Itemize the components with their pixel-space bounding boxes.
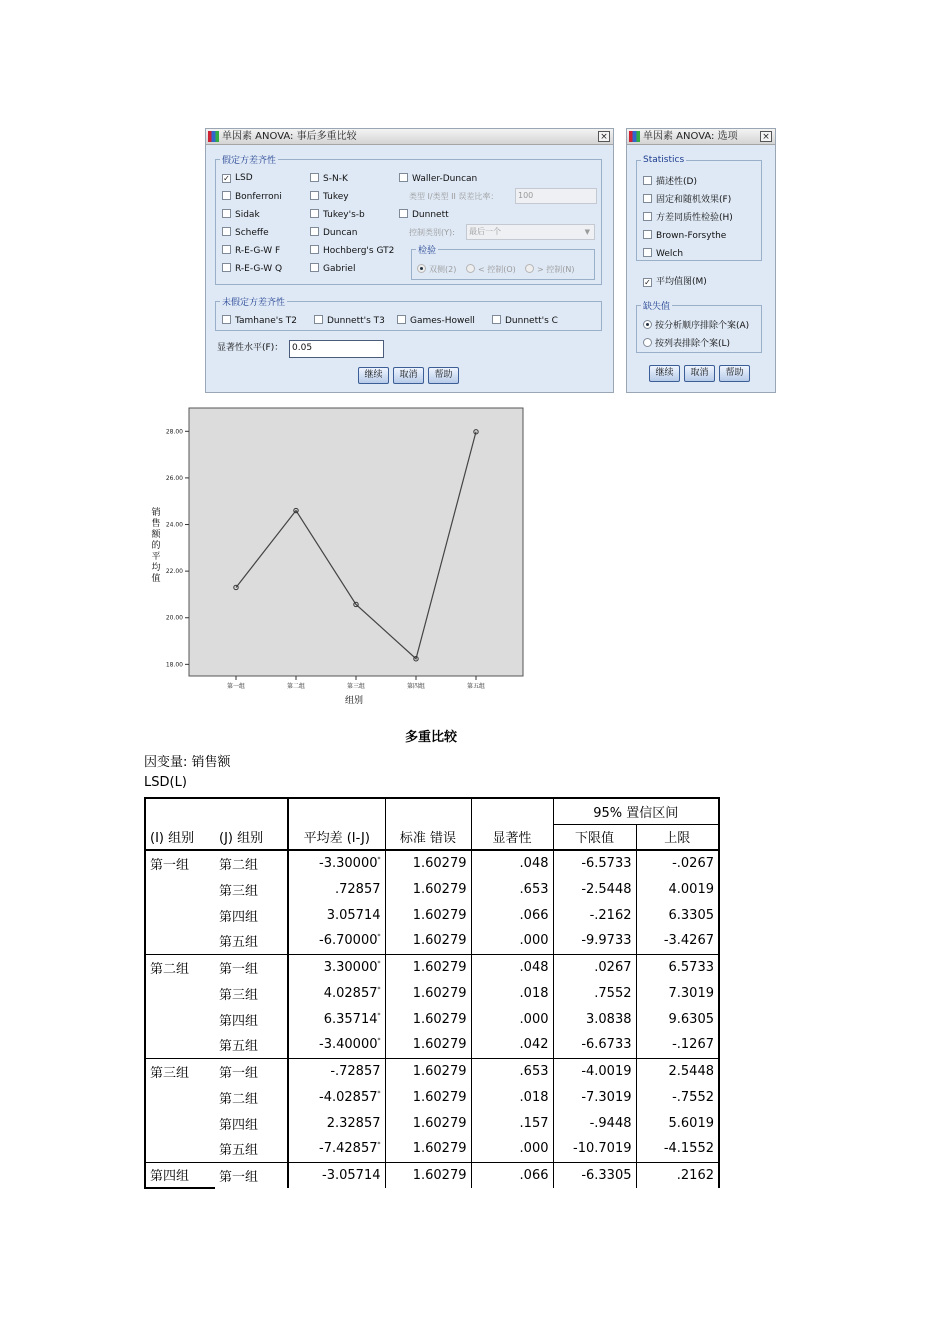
- row-upper-bound: 6.5733: [636, 954, 719, 980]
- row-std-error: 1.60279: [385, 1006, 471, 1032]
- checkmark-icon: ✓: [223, 174, 230, 183]
- control-category-label: 控制类别(Y):: [409, 228, 455, 237]
- significance-star: *: [377, 985, 381, 993]
- chevron-down-icon: ▼: [584, 228, 590, 236]
- row-upper-bound: -4.1552: [636, 1136, 719, 1162]
- header-blank: [385, 798, 471, 824]
- row-significance: .018: [471, 980, 553, 1006]
- table-row: [145, 1032, 719, 1058]
- missing-values-legend: 缺失值: [643, 302, 671, 312]
- row-i-group: 第三组: [145, 1058, 215, 1084]
- table-row: [145, 1162, 719, 1188]
- y-tick-label: 18.00: [165, 661, 183, 669]
- tukey-checkbox[interactable]: Tukey: [310, 191, 349, 203]
- test-less-control-radio[interactable]: < 控制(O): [466, 264, 516, 275]
- row-std-error: 1.60279: [385, 1136, 471, 1162]
- table-row: [145, 1084, 719, 1110]
- y-tick-label: 28.00: [165, 428, 183, 436]
- row-std-error: 1.60279: [385, 954, 471, 980]
- significance-star: *: [377, 1011, 381, 1019]
- row-significance: .042: [471, 1032, 553, 1058]
- row-mean-diff: -4.02857*: [288, 1084, 385, 1110]
- welch-checkbox[interactable]: Welch: [643, 248, 683, 260]
- header-std-error: 标准 错误: [385, 824, 471, 850]
- dunnett-checkbox[interactable]: Dunnett: [399, 209, 449, 221]
- row-i-group: 第一组: [145, 850, 215, 876]
- row-significance: .000: [471, 1006, 553, 1032]
- posthoc-dialog-title: 单因素 ANOVA: 事后多重比较: [222, 131, 357, 142]
- statistics-legend: Statistics: [643, 155, 685, 165]
- control-category-select[interactable]: 最后一个 ▼: [466, 224, 595, 240]
- row-std-error: 1.60279: [385, 1058, 471, 1084]
- header-row: [145, 824, 719, 850]
- row-lower-bound: 3.0838: [553, 1006, 636, 1032]
- row-j-group: 第五组: [215, 928, 288, 954]
- options-dialog-titlebar[interactable]: [627, 129, 775, 145]
- y-tick-label: 22.00: [165, 568, 183, 576]
- dunnett-t3-checkbox[interactable]: Dunnett's T3: [314, 315, 385, 327]
- significance-star: *: [377, 1089, 381, 1097]
- table-row: [145, 1110, 719, 1136]
- posthoc-dialog: [205, 128, 614, 393]
- table-row: [145, 902, 719, 928]
- row-i-group: [145, 902, 215, 928]
- row-significance: .000: [471, 1136, 553, 1162]
- row-upper-bound: -.0267: [636, 850, 719, 876]
- test-greater-control-radio[interactable]: > 控制(N): [525, 264, 574, 275]
- significance-star: *: [377, 1141, 381, 1149]
- row-upper-bound: -.7552: [636, 1084, 719, 1110]
- sig-level-label: 显著性水平(F)：: [217, 343, 284, 353]
- row-significance: .018: [471, 1084, 553, 1110]
- row-mean-diff: -.72857: [288, 1058, 385, 1084]
- exclude-listwise-radio[interactable]: 按列表排除个案(L): [643, 338, 730, 350]
- row-std-error: 1.60279: [385, 902, 471, 928]
- waller-duncan-checkbox[interactable]: Waller-Duncan: [399, 173, 477, 185]
- row-mean-diff: -3.05714: [288, 1162, 385, 1188]
- row-j-group: 第三组: [215, 876, 288, 902]
- row-upper-bound: .2162: [636, 1162, 719, 1188]
- row-lower-bound: .7552: [553, 980, 636, 1006]
- fixed-random-checkbox[interactable]: 固定和随机效果(F): [643, 194, 731, 206]
- row-j-group: 第一组: [215, 954, 288, 980]
- sidak-checkbox[interactable]: Sidak: [222, 209, 260, 221]
- row-std-error: 1.60279: [385, 1084, 471, 1110]
- row-j-group: 第四组: [215, 1110, 288, 1136]
- row-i-group: [145, 1136, 215, 1162]
- row-mean-diff: -3.30000*: [288, 850, 385, 876]
- row-mean-diff: -6.70000*: [288, 928, 385, 954]
- row-upper-bound: -3.4267: [636, 928, 719, 954]
- row-lower-bound: -.2162: [553, 902, 636, 928]
- row-i-group: 第四组: [145, 1162, 215, 1188]
- close-icon[interactable]: ×: [598, 131, 610, 142]
- row-lower-bound: -.9448: [553, 1110, 636, 1136]
- header-upper-bound: 上限: [636, 824, 719, 850]
- header-ci: 95% 置信区间: [553, 798, 719, 824]
- x-axis-label: 组别: [344, 696, 364, 706]
- y-axis-label: 销售额的平均值: [151, 508, 161, 584]
- test-two-sided-radio[interactable]: 双侧(2): [417, 264, 456, 275]
- table-row: [145, 980, 719, 1006]
- table-row: [145, 954, 719, 980]
- snk-checkbox[interactable]: S-N-K: [310, 173, 348, 185]
- significance-star: *: [377, 933, 381, 941]
- row-significance: .157: [471, 1110, 553, 1136]
- row-i-group: [145, 1084, 215, 1110]
- row-j-group: 第二组: [215, 1084, 288, 1110]
- row-j-group: 第三组: [215, 980, 288, 1006]
- header-lower-bound: 下限值: [553, 824, 636, 850]
- table-row: [145, 850, 719, 876]
- row-mean-diff: 4.02857*: [288, 980, 385, 1006]
- header-blank: [145, 798, 215, 824]
- row-lower-bound: -10.7019: [553, 1136, 636, 1162]
- comparison-method: LSD(L): [144, 775, 187, 790]
- means-plot-chart: [150, 405, 530, 707]
- row-std-error: 1.60279: [385, 876, 471, 902]
- row-significance: .653: [471, 1058, 553, 1084]
- row-i-group: [145, 876, 215, 902]
- row-i-group: [145, 1006, 215, 1032]
- checkmark-icon: ✓: [644, 278, 651, 287]
- y-tick-label: 26.00: [165, 474, 183, 482]
- tukeys-b-checkbox[interactable]: Tukey's-b: [310, 209, 365, 221]
- header-blank: [471, 798, 553, 824]
- table-row: [145, 1136, 719, 1162]
- row-std-error: 1.60279: [385, 850, 471, 876]
- row-mean-diff: .72857: [288, 876, 385, 902]
- row-i-group: [145, 1032, 215, 1058]
- table-row: [145, 876, 719, 902]
- descriptive-checkbox[interactable]: 描述性(D): [643, 176, 697, 188]
- y-tick-label: 24.00: [165, 521, 183, 529]
- row-i-group: 第二组: [145, 954, 215, 980]
- row-mean-diff: -7.42857*: [288, 1136, 385, 1162]
- row-j-group: 第二组: [215, 850, 288, 876]
- close-icon[interactable]: ×: [760, 131, 772, 142]
- row-mean-diff: 6.35714*: [288, 1006, 385, 1032]
- help-button[interactable]: 帮助: [428, 367, 459, 384]
- cancel-button[interactable]: 取消: [684, 365, 715, 382]
- row-lower-bound: -6.5733: [553, 850, 636, 876]
- error-ratio-label: 类型 I/类型 II 误差比率：: [409, 192, 499, 201]
- regwf-checkbox[interactable]: R-E-G-W F: [222, 245, 280, 257]
- significance-star: *: [377, 856, 381, 863]
- spss-app-icon: [629, 131, 640, 142]
- table-row: [145, 1006, 719, 1032]
- options-dialog: [626, 128, 776, 393]
- scheffe-checkbox[interactable]: Scheffe: [222, 227, 269, 239]
- row-j-group: 第四组: [215, 902, 288, 928]
- row-j-group: 第五组: [215, 1032, 288, 1058]
- row-j-group: 第五组: [215, 1136, 288, 1162]
- header-j-group: (J) 组别: [215, 824, 288, 850]
- dependent-variable: 因变量: 销售额: [144, 755, 231, 770]
- row-mean-diff: 2.32857: [288, 1110, 385, 1136]
- significance-star: *: [377, 959, 381, 967]
- duncan-checkbox[interactable]: Duncan: [310, 227, 358, 239]
- statistics-group: [636, 155, 762, 261]
- header-mean-diff: 平均差 (I-J): [288, 824, 385, 850]
- sig-level-input[interactable]: 0.05: [289, 340, 384, 358]
- exclude-analysis-radio[interactable]: 按分析顺序排除个案(A): [643, 320, 749, 332]
- row-upper-bound: 7.3019: [636, 980, 719, 1006]
- header-blank: [215, 798, 288, 824]
- row-upper-bound: 5.6019: [636, 1110, 719, 1136]
- row-std-error: 1.60279: [385, 928, 471, 954]
- row-significance: .048: [471, 954, 553, 980]
- significance-star: *: [377, 1037, 381, 1045]
- row-mean-diff: 3.30000*: [288, 954, 385, 980]
- means-plot-checkbox[interactable]: ✓ 平均值图(M): [644, 277, 707, 287]
- bonferroni-checkbox[interactable]: Bonferroni: [222, 191, 282, 203]
- table-row: [145, 1058, 719, 1084]
- row-lower-bound: -6.6733: [553, 1032, 636, 1058]
- row-std-error: 1.60279: [385, 980, 471, 1006]
- row-i-group: [145, 1110, 215, 1136]
- header-row: [145, 798, 719, 824]
- plot-area: [189, 408, 523, 676]
- brown-forsythe-checkbox[interactable]: Brown-Forsythe: [643, 230, 726, 242]
- x-tick-label: 第二组: [286, 683, 306, 690]
- options-dialog-title: 单因素 ANOVA: 选项: [643, 131, 738, 142]
- row-lower-bound: -9.9733: [553, 928, 636, 954]
- test-legend: 检验: [418, 246, 437, 256]
- row-upper-bound: 9.6305: [636, 1006, 719, 1032]
- row-significance: .066: [471, 1162, 553, 1188]
- row-lower-bound: -2.5448: [553, 876, 636, 902]
- y-tick-label: 20.00: [165, 614, 183, 622]
- row-std-error: 1.60279: [385, 1110, 471, 1136]
- row-j-group: 第一组: [215, 1058, 288, 1084]
- header-blank: [288, 798, 385, 824]
- row-j-group: 第一组: [215, 1162, 288, 1188]
- homogeneity-checkbox[interactable]: 方差同质性检验(H): [643, 212, 733, 224]
- continue-button[interactable]: 继续: [358, 367, 389, 384]
- row-upper-bound: 6.3305: [636, 902, 719, 928]
- tamhane-checkbox[interactable]: Tamhane's T2: [222, 315, 297, 327]
- row-std-error: 1.60279: [385, 1162, 471, 1188]
- row-mean-diff: 3.05714: [288, 902, 385, 928]
- dunnett-c-checkbox[interactable]: Dunnett's C: [492, 315, 558, 327]
- continue-button[interactable]: 继续: [649, 365, 680, 382]
- regwq-checkbox[interactable]: R-E-G-W Q: [222, 263, 282, 275]
- row-lower-bound: -4.0019: [553, 1058, 636, 1084]
- posthoc-dialog-titlebar[interactable]: [206, 129, 613, 145]
- gabriel-checkbox[interactable]: Gabriel: [310, 263, 355, 275]
- row-significance: .000: [471, 928, 553, 954]
- row-lower-bound: -7.3019: [553, 1084, 636, 1110]
- games-howell-checkbox[interactable]: Games-Howell: [397, 315, 475, 327]
- row-significance: .048: [471, 850, 553, 876]
- multiple-comparisons-table: [144, 797, 720, 1189]
- row-i-group: [145, 980, 215, 1006]
- x-tick-label: 第一组: [226, 683, 246, 690]
- spss-app-icon: [208, 131, 219, 142]
- report-title: 多重比较: [404, 730, 457, 745]
- x-tick-label: 第三组: [346, 683, 366, 690]
- unequal-variance-legend: 未假定方差齐性: [222, 298, 286, 308]
- lsd-checkbox[interactable]: ✓ LSD: [223, 173, 253, 183]
- row-upper-bound: -.1267: [636, 1032, 719, 1058]
- table-row: [145, 928, 719, 954]
- equal-variance-legend: 假定方差齐性: [222, 156, 277, 166]
- row-upper-bound: 4.0019: [636, 876, 719, 902]
- row-significance: .653: [471, 876, 553, 902]
- help-button[interactable]: 帮助: [719, 365, 750, 382]
- row-std-error: 1.60279: [385, 1032, 471, 1058]
- header-significance: 显著性: [471, 824, 553, 850]
- error-ratio-input[interactable]: 100: [515, 188, 597, 204]
- row-lower-bound: .0267: [553, 954, 636, 980]
- header-i-group: (I) 组别: [145, 824, 215, 850]
- x-tick-label: 第五组: [466, 683, 486, 690]
- row-lower-bound: -6.3305: [553, 1162, 636, 1188]
- row-significance: .066: [471, 902, 553, 928]
- row-i-group: [145, 928, 215, 954]
- hochberg-checkbox[interactable]: Hochberg's GT2: [310, 245, 394, 257]
- cancel-button[interactable]: 取消: [393, 367, 424, 384]
- row-mean-diff: -3.40000*: [288, 1032, 385, 1058]
- row-upper-bound: 2.5448: [636, 1058, 719, 1084]
- row-j-group: 第四组: [215, 1006, 288, 1032]
- x-tick-label: 第四组: [406, 683, 426, 690]
